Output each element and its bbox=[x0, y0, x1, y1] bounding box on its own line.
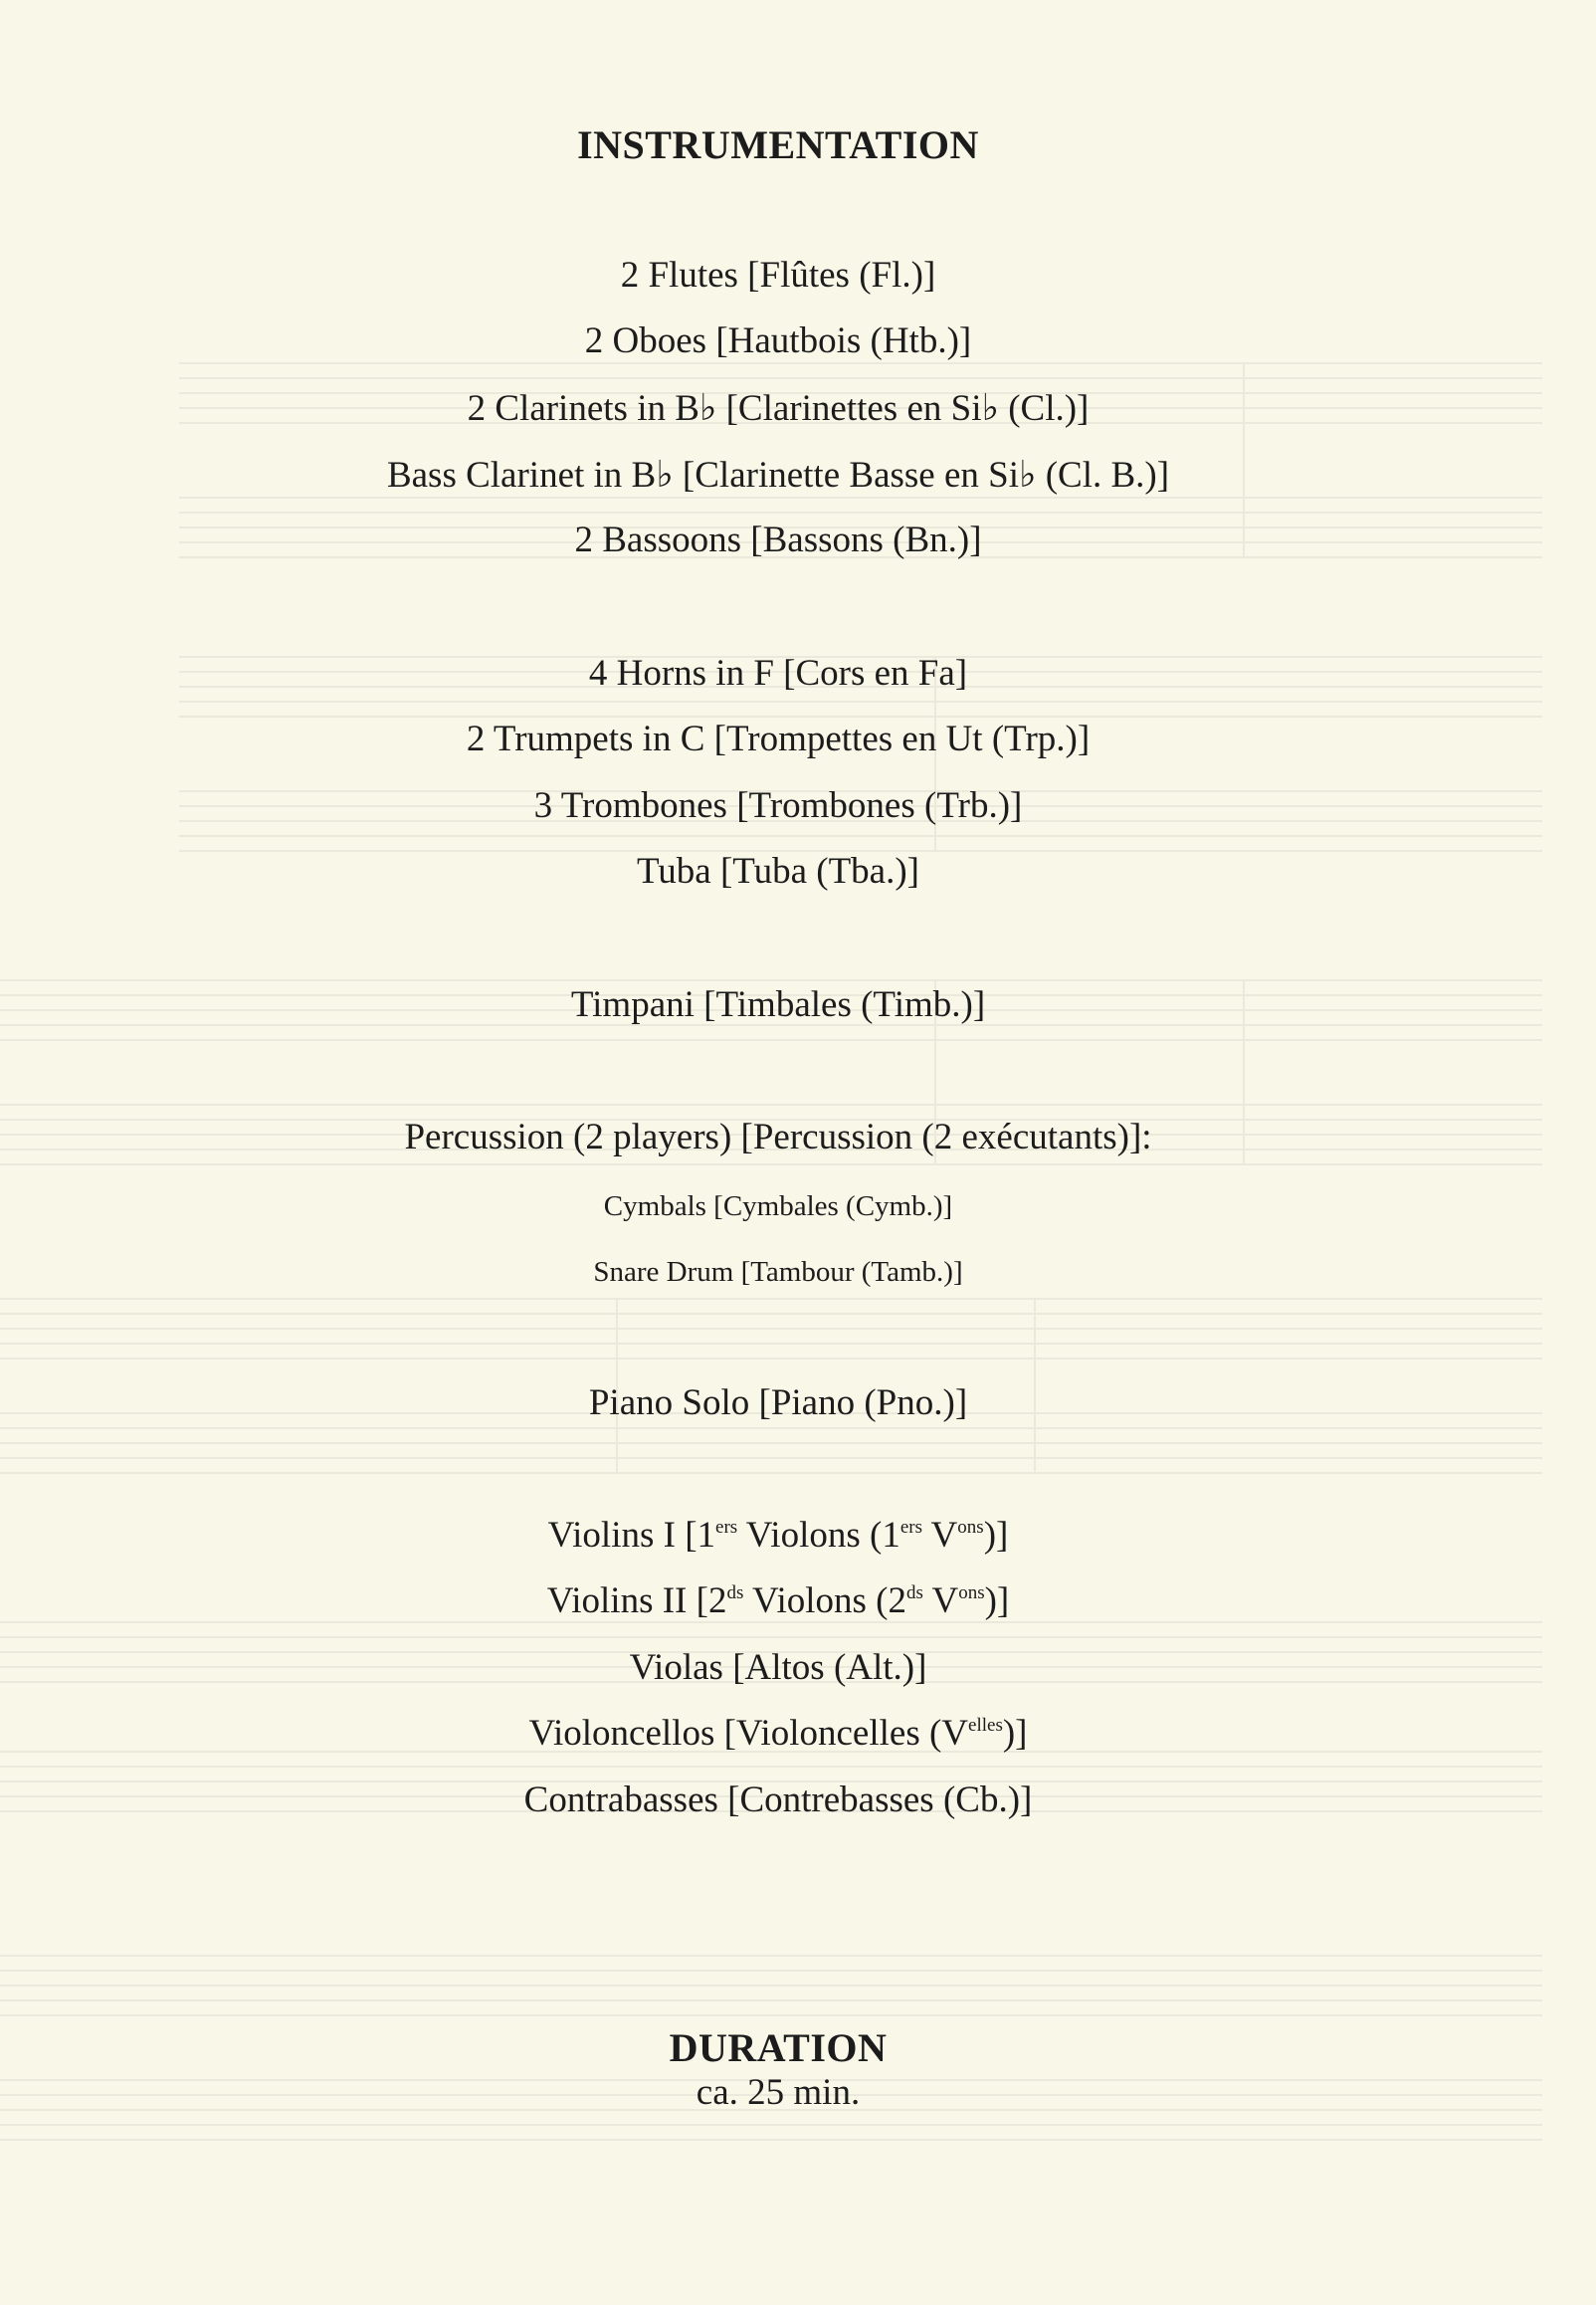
instrument-oboes: 2 Oboes [Hautbois (Htb.)] bbox=[584, 320, 972, 361]
violins-1-text-c: V bbox=[921, 1515, 958, 1556]
violoncellos-text-a: Violoncellos [Violoncelles (V bbox=[528, 1713, 969, 1754]
violins-1-sup-b: ers bbox=[899, 1517, 922, 1538]
violins-1-sup-c: ons bbox=[957, 1517, 984, 1538]
instrument-tuba: Tuba [Tuba (Tba.)] bbox=[636, 851, 919, 892]
violoncellos-text-b: )] bbox=[1002, 1713, 1028, 1754]
percussion-snare-drum: Snare Drum [Tambour (Tamb.)] bbox=[593, 1256, 963, 1288]
percussion-heading: Percussion (2 players) [Percussion (2 exécutants)]: bbox=[404, 1117, 1152, 1157]
instrument-horns: 4 Horns in F [Cors en Fa] bbox=[588, 653, 968, 694]
violins-2-text-c: V bbox=[922, 1580, 959, 1621]
instrument-clarinets: 2 Clarinets in B♭ [Clarinettes en Si♭ (Cl.)] bbox=[467, 388, 1090, 429]
instrument-violins-1 bbox=[0, 1514, 1556, 1557]
violins-1-sup-a: ers bbox=[715, 1517, 738, 1538]
violins-2-sup-c: ons bbox=[958, 1582, 985, 1603]
instrument-violoncellos bbox=[0, 1712, 1556, 1755]
violoncellos-sup-a: elles bbox=[968, 1715, 1003, 1736]
instrument-bassoons: 2 Bassoons [Bassons (Bn.)] bbox=[574, 520, 982, 560]
violins-2-text-b: Violons (2 bbox=[743, 1580, 906, 1621]
instrument-piano-solo: Piano Solo [Piano (Pno.)] bbox=[588, 1382, 968, 1423]
violins-2-text-d: )] bbox=[984, 1580, 1010, 1621]
violins-1-text-d: )] bbox=[983, 1515, 1009, 1556]
instrument-flutes: 2 Flutes [Flûtes (Fl.)] bbox=[620, 255, 936, 296]
instrument-timpani: Timpani [Timbales (Timb.)] bbox=[570, 984, 986, 1025]
percussion-cymbals: Cymbals [Cymbales (Cymb.)] bbox=[603, 1190, 953, 1222]
violins-1-text-a: Violins I [1 bbox=[547, 1515, 716, 1556]
instrument-trumpets: 2 Trumpets in C [Trompettes en Ut (Trp.)] bbox=[466, 719, 1091, 759]
instrument-trombones: 3 Trombones [Trombones (Trb.)] bbox=[533, 785, 1023, 826]
duration-value: ca. 25 min. bbox=[696, 2072, 861, 2113]
instrument-bass-clarinet: Bass Clarinet in B♭ [Clarinette Basse en Si♭ (Cl. B.)] bbox=[386, 455, 1170, 496]
instrumentation-heading: INSTRUMENTATION bbox=[577, 122, 979, 167]
instrument-violas: Violas [Altos (Alt.)] bbox=[629, 1647, 927, 1688]
violins-2-sup-b: ds bbox=[905, 1582, 923, 1603]
violins-2-sup-a: ds bbox=[726, 1582, 744, 1603]
violins-2-text-a: Violins II [2 bbox=[546, 1580, 727, 1621]
violins-1-text-b: Violons (1 bbox=[737, 1515, 900, 1556]
instrument-contrabasses: Contrabasses [Contrebasses (Cb.)] bbox=[523, 1780, 1033, 1820]
duration-heading: DURATION bbox=[669, 2025, 888, 2070]
instrument-violins-2 bbox=[0, 1579, 1556, 1622]
